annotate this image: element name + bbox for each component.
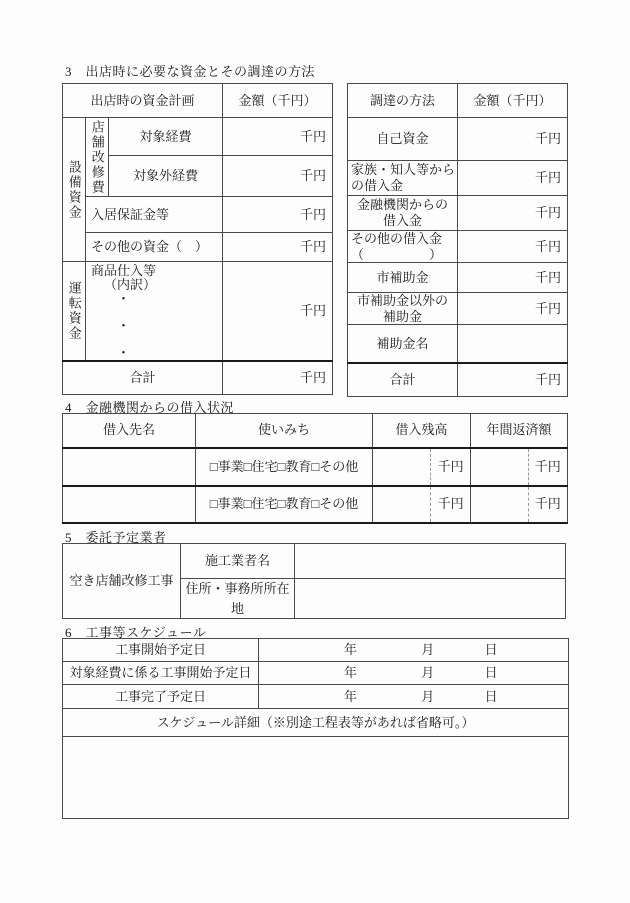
repayment-amount-cell xyxy=(471,448,568,486)
plan-total-amount: 千円 xyxy=(223,361,333,394)
source-total-label: 合計 xyxy=(348,363,458,397)
usage-checkbox-options: □事業□住宅□教育□その他 xyxy=(196,448,373,486)
target-expense-start-date-cell xyxy=(259,662,569,685)
schedule-table xyxy=(62,638,569,819)
bullet: ・ xyxy=(117,291,131,306)
unit-month: 月 xyxy=(421,642,435,658)
noncity-subsidy-amount: 千円 xyxy=(458,293,568,325)
balance-unit: 千円 xyxy=(430,487,470,522)
purchase-breakdown-cell xyxy=(86,262,223,362)
plan-amount-header-cell: 金額（千円） xyxy=(223,84,333,118)
table-row xyxy=(348,325,568,363)
lender-name-cell xyxy=(63,486,196,523)
label-line: 市補助金 xyxy=(376,269,429,285)
purchase-amount: 千円 xyxy=(223,262,333,362)
table-row xyxy=(63,709,569,737)
table-row xyxy=(348,196,568,231)
group-equipment-funds: 設備資金 xyxy=(63,118,86,262)
label-line: 市補助金以外の xyxy=(356,293,448,309)
balance-amount-cell xyxy=(373,486,471,523)
repayment-unit: 千円 xyxy=(528,449,567,485)
balance-blank xyxy=(373,449,430,485)
subsidy-name-label: 補助金名 xyxy=(348,325,458,363)
purchase-breakdown-label: （内訳） xyxy=(104,277,157,292)
bullet: ・ xyxy=(117,345,131,360)
table-row xyxy=(348,263,568,293)
city-subsidy-amount: 千円 xyxy=(458,263,568,293)
table-row xyxy=(348,161,568,196)
table-row xyxy=(348,293,568,325)
contractor-name-value-cell xyxy=(295,544,566,579)
city-subsidy-label xyxy=(348,263,458,293)
nontarget-expense-amount: 千円 xyxy=(223,156,333,197)
unit-day: 日 xyxy=(484,665,498,681)
table-row xyxy=(348,118,568,161)
usage-header-cell: 使いみち xyxy=(196,414,373,448)
table-row xyxy=(63,414,568,448)
balance-blank xyxy=(373,487,430,522)
lender-name-cell xyxy=(63,448,196,486)
target-expense-amount: 千円 xyxy=(223,118,333,156)
table-row xyxy=(63,197,333,233)
lender-header-cell: 借入先名 xyxy=(63,414,196,448)
unit-month: 月 xyxy=(421,688,435,704)
section3-heading: 3 出店時に必要な資金とその調達の方法 xyxy=(65,64,316,79)
target-expense-label: 対象経費 xyxy=(109,118,223,156)
group-working-funds: 運転資金 xyxy=(63,262,86,362)
renovation-work-label: 空き店舗改修工事 xyxy=(63,544,181,619)
table-row xyxy=(63,448,568,486)
repayment-blank xyxy=(471,449,528,485)
nontarget-expense-label: 対象外経費 xyxy=(109,156,223,197)
table-row xyxy=(63,361,333,394)
funding-source-table xyxy=(347,83,568,397)
balance-unit: 千円 xyxy=(430,449,470,485)
schedule-detail-header: スケジュール詳細（※別途工程表等があれば省略可。） xyxy=(63,709,569,737)
plan-header-cell: 出店時の資金計画 xyxy=(63,84,223,118)
contractor-address-label: 住所・事務所所在地 xyxy=(181,579,295,619)
table-row xyxy=(63,486,568,523)
table-row xyxy=(63,737,569,819)
label-line: の借入金 xyxy=(351,178,404,193)
balance-header-cell: 借入残高 xyxy=(373,414,471,448)
contractor-address-value-cell xyxy=(295,579,566,619)
table-row xyxy=(63,233,333,262)
purchase-title: 商品仕入等 xyxy=(91,263,157,278)
plan-total-label: 合計 xyxy=(63,361,223,394)
work-start-date-label: 工事開始予定日 xyxy=(63,639,259,662)
work-complete-date-label: 工事完了予定日 xyxy=(63,685,259,709)
own-funds-amount: 千円 xyxy=(458,118,568,161)
unit-year: 年 xyxy=(343,665,357,681)
table-row xyxy=(348,231,568,263)
funding-plan-table xyxy=(62,83,333,395)
table-row xyxy=(63,544,566,579)
section6-heading: 6 工事等スケジュール xyxy=(65,625,207,640)
group-store-renovation: 店舗改修費 xyxy=(86,118,109,197)
other-loan-amount: 千円 xyxy=(458,231,568,263)
method-header-cell: 調達の方法 xyxy=(348,84,458,118)
unit-day: 日 xyxy=(484,688,498,704)
repayment-header-cell: 年間返済額 xyxy=(471,414,568,448)
label-line: その他の借入金 xyxy=(351,231,443,246)
label-line: 補助金 xyxy=(382,308,422,324)
schedule-detail-blank-cell xyxy=(63,737,569,819)
table-row xyxy=(348,363,568,397)
unit-day: 日 xyxy=(484,642,498,658)
contractor-name-label: 施工業者名 xyxy=(181,544,295,579)
table-row xyxy=(63,639,569,662)
balance-amount-cell xyxy=(373,448,471,486)
loan-status-table xyxy=(62,413,568,524)
table-row xyxy=(63,84,333,118)
family-loan-amount: 千円 xyxy=(458,161,568,196)
other-funds-amount: 千円 xyxy=(223,233,333,262)
subsidy-name-value-cell xyxy=(458,325,568,363)
unit-month: 月 xyxy=(421,665,435,681)
other-loan-label xyxy=(348,231,458,263)
deposit-label: 入居保証金等 xyxy=(86,197,223,233)
repayment-amount-cell xyxy=(471,486,568,523)
target-expense-start-date-label: 対象経費に係る工事開始予定日 xyxy=(63,662,259,685)
label-line: 借入金 xyxy=(382,213,422,228)
contractor-table xyxy=(62,543,566,619)
table-row xyxy=(63,662,569,685)
own-funds-label xyxy=(348,118,458,161)
bullet: ・ xyxy=(117,318,131,333)
label-line: 自己資金 xyxy=(376,131,429,147)
work-start-date-cell xyxy=(259,639,569,662)
usage-checkbox-options: □事業□住宅□教育□その他 xyxy=(196,486,373,523)
bank-loan-amount: 千円 xyxy=(458,196,568,231)
deposit-amount: 千円 xyxy=(223,197,333,233)
label-line: （ ） xyxy=(351,246,443,262)
noncity-subsidy-label xyxy=(348,293,458,325)
table-row xyxy=(348,84,568,118)
unit-year: 年 xyxy=(343,688,357,704)
label-line: 家族・知人等から xyxy=(351,162,456,178)
table-row xyxy=(63,685,569,709)
section4-heading: 4 金融機関からの借入状況 xyxy=(65,400,235,415)
source-total-amount: 千円 xyxy=(458,363,568,397)
family-loan-label xyxy=(348,161,458,196)
section5-heading: 5 委託予定業者 xyxy=(65,530,167,545)
repayment-unit: 千円 xyxy=(528,487,567,522)
work-complete-date-cell xyxy=(259,685,569,709)
table-row xyxy=(63,262,333,362)
label-line: 金融機関からの xyxy=(356,197,448,213)
method-amount-header-cell: 金額（千円） xyxy=(458,84,568,118)
unit-year: 年 xyxy=(343,642,357,658)
table-row xyxy=(63,118,333,156)
repayment-blank xyxy=(471,487,528,522)
bank-loan-label xyxy=(348,196,458,231)
other-funds-label: その他の資金（ ） xyxy=(86,233,223,262)
